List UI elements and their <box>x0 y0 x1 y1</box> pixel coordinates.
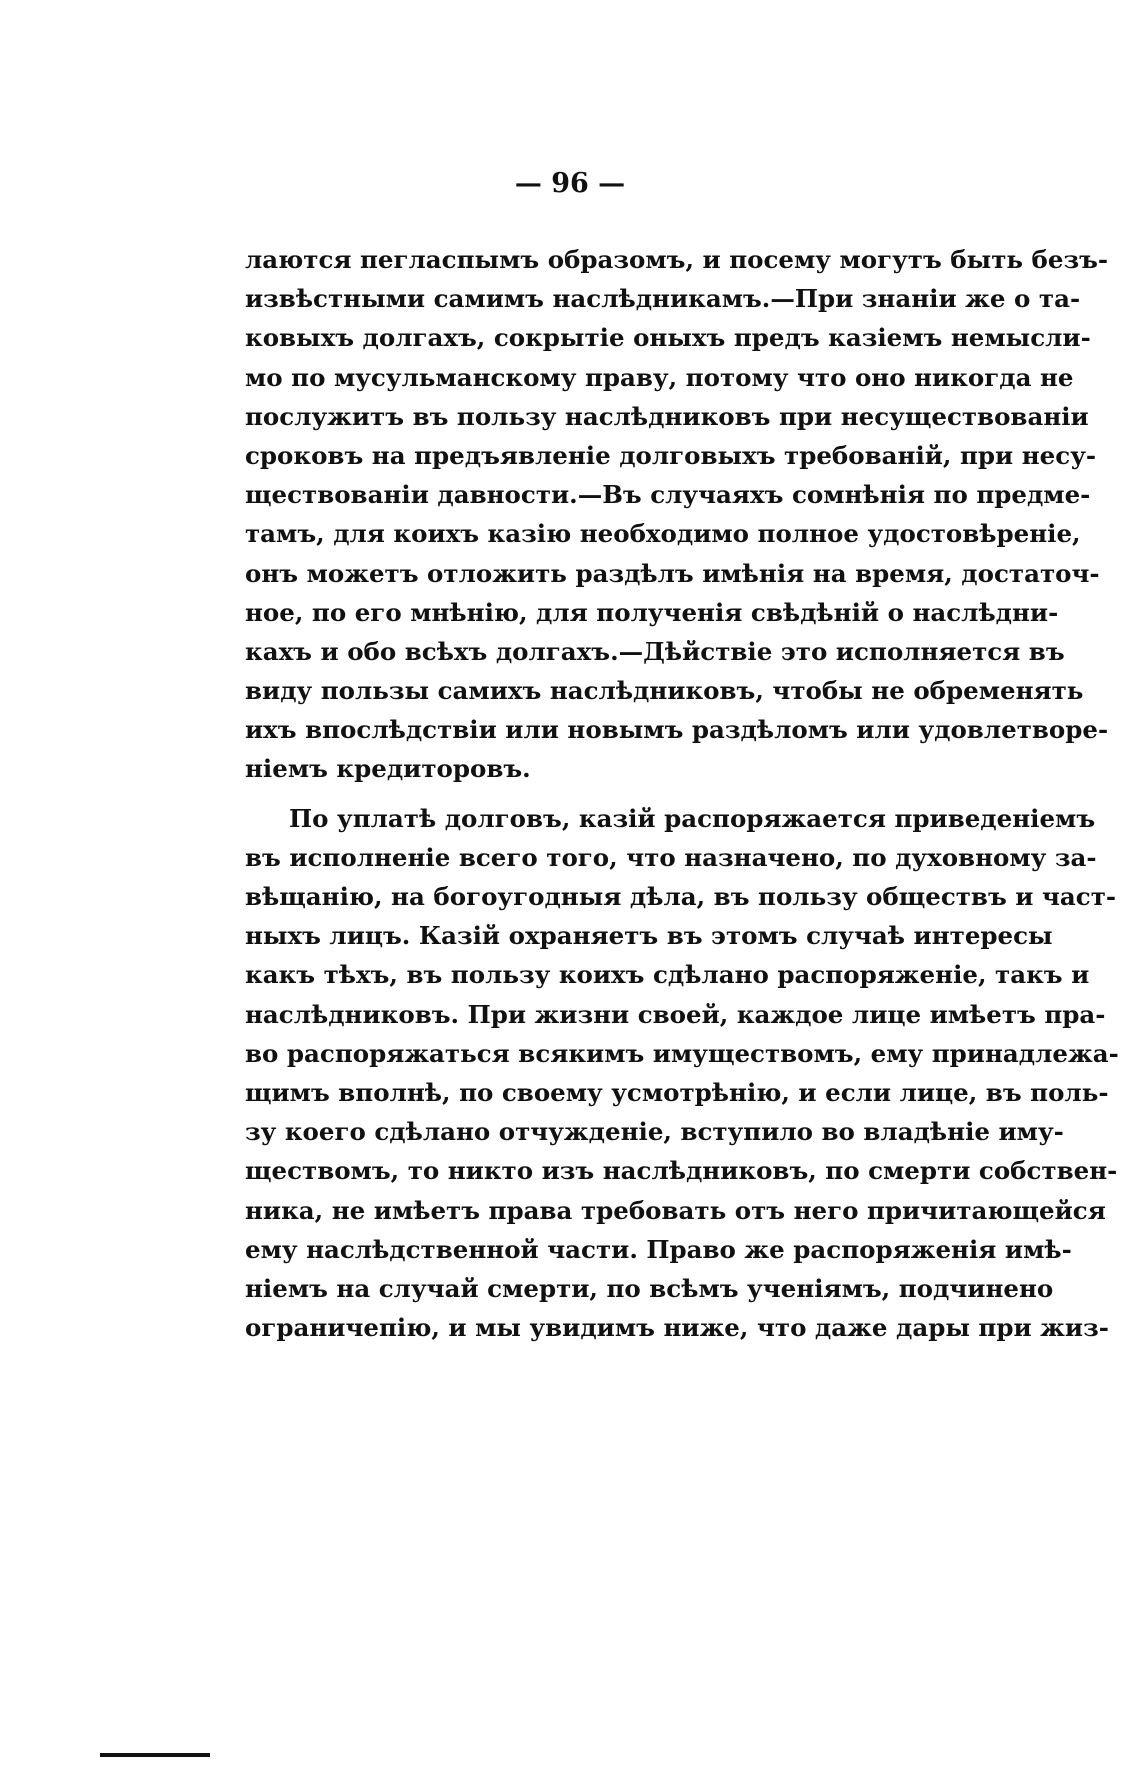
text-line: виду пользы самихъ наслѣдниковъ, чтобы не обременять <box>245 676 1084 706</box>
text-line: ществомъ, то никто изъ наслѣдниковъ, по смерти собствен- <box>245 1156 1118 1186</box>
text-line: ковыхъ долгахъ, сокрытіе оныхъ предъ казіемъ немысли- <box>245 323 1091 353</box>
text-line: сроковъ на предъявленіе долговыхъ требованій, при несу- <box>245 440 1097 470</box>
text-line: наслѣдниковъ. При жизни своей, каждое лице имѣетъ пра- <box>245 999 1106 1029</box>
text-line: вѣщанію, на богоугодныя дѣла, въ пользу обществъ и част- <box>245 882 1117 911</box>
text-line: ществованіи давности.—Въ случаяхъ сомнѣнія по предме- <box>245 480 1091 510</box>
paragraph-gap <box>245 789 997 799</box>
text-line: зу коего сдѣлано отчужденіе, вступило во владѣніе иму- <box>245 1117 1064 1147</box>
paragraph <box>245 240 1109 789</box>
text-line: По уплатѣ долговъ, казій распоряжается приведеніемъ <box>289 803 1096 833</box>
text-line: какъ тѣхъ, въ пользу коихъ сдѣлано распоряженіе, такъ и <box>245 960 1090 990</box>
text-line: кахъ и обо всѣхъ долгахъ.—Дѣйствіе это исполняется въ <box>245 636 1065 666</box>
text-line: ника, не имѣетъ права требовать отъ него причитающейся <box>245 1195 1106 1225</box>
page-number: — 96 — <box>514 168 626 199</box>
text-line: ніемъ кредиторовъ. <box>245 754 531 784</box>
paragraph <box>245 799 1119 1348</box>
text-line: ему наслѣдственной части. Право же распоряженія имѣ- <box>245 1234 1072 1264</box>
text-line: въ исполненіе всего того, что назначено, по духовному за- <box>245 842 1097 872</box>
text-line: ныхъ лицъ. Казій охраняетъ въ этомъ случаѣ интересы <box>245 921 1053 951</box>
text-line: ограничепію, и мы увидимъ ниже, что даже дары при жиз- <box>245 1313 1109 1343</box>
text-line: ихъ впослѣдствіи или новымъ раздѣломъ или удовлетворе- <box>245 715 1109 745</box>
text-line: во распоряжаться всякимъ имуществомъ, ему принадлежа- <box>245 1038 1119 1068</box>
body-text <box>245 240 1119 1347</box>
text-line: извѣстными самимъ наслѣдникамъ.—При знаніи же о та- <box>245 284 1081 314</box>
text-line: лаются пегласпымъ образомъ, и посему могутъ быть безъ- <box>245 245 1109 274</box>
text-line: ніемъ на случай смерти, по всѣмъ ученіямъ, подчинено <box>245 1273 1054 1303</box>
text-line: мо по мусульманскому праву, потому что оно никогда не <box>245 362 1074 392</box>
text-line: щимъ вполнѣ, по своему усмотрѣнію, и если лице, въ поль- <box>245 1077 1109 1107</box>
text-line: послужитъ въ пользу наслѣдниковъ при несуществованіи <box>245 401 1089 431</box>
bottom-rule <box>100 1753 210 1757</box>
text-line: ное, по его мнѣнію, для полученія свѣдѣній о наслѣдни- <box>245 597 1059 627</box>
text-line: онъ можетъ отложить раздѣлъ имѣнія на время, достаточ- <box>245 558 1100 588</box>
text-line: тамъ, для коихъ казію необходимо полное удостовѣреніе, <box>245 519 1081 549</box>
